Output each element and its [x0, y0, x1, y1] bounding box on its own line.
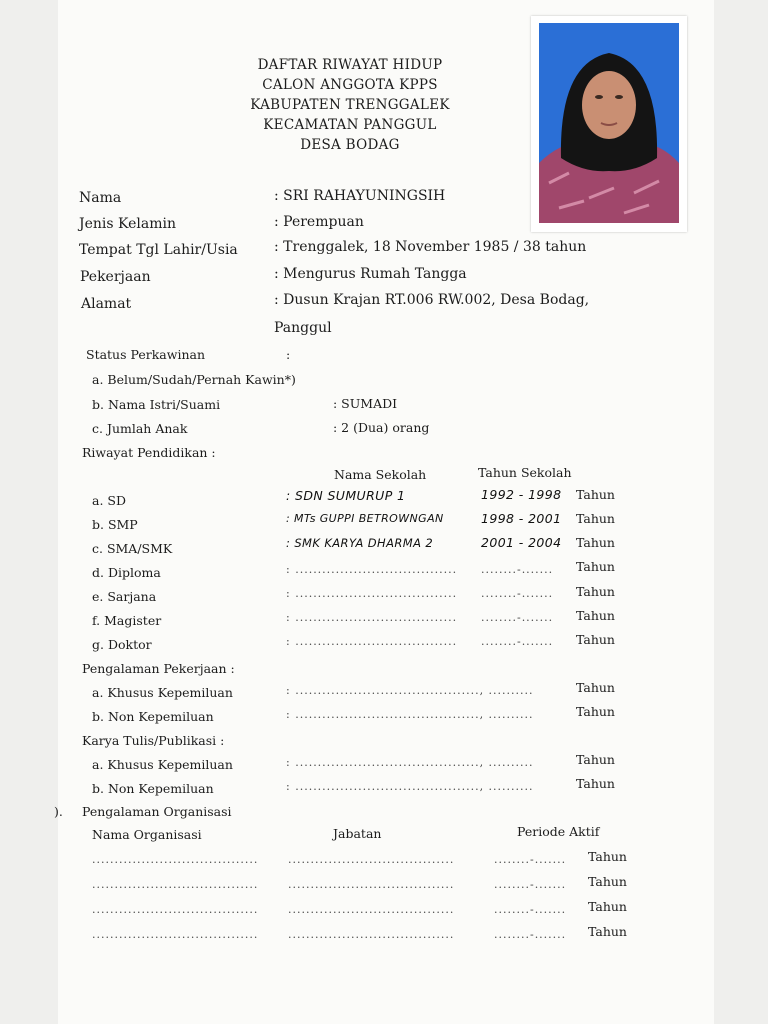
status-b-label: b. Nama Istri/Suami — [92, 397, 221, 412]
edu-years: ........-....... — [481, 611, 554, 624]
edu-years: ........-....... — [481, 587, 554, 600]
edu-years: ........-....... — [481, 635, 554, 648]
col-nama-sekolah: Nama Sekolah — [334, 467, 427, 482]
karya-value: : ........................................., .......... — [286, 780, 534, 793]
edu-label: e. Sarjana — [92, 589, 157, 604]
edu-school: : .................................... — [286, 611, 458, 624]
label-jenis-kelamin: Jenis Kelamin — [79, 216, 176, 232]
work-value: : ........................................., .......... — [286, 684, 534, 697]
organisasi-marker: ). — [54, 804, 63, 819]
label-nama: Nama — [79, 190, 122, 206]
work-label: a. Khusus Kepemiluan — [92, 685, 233, 700]
value-jenis-kelamin: : Perempuan — [274, 214, 364, 230]
edu-school: : MTs GUPPI BETROWNGAN — [286, 512, 444, 525]
work-unit: Tahun — [576, 680, 615, 695]
title-line-2: CALON ANGGOTA KPPS — [262, 77, 438, 93]
karya-unit: Tahun — [576, 752, 615, 767]
profile-photo — [531, 16, 687, 232]
org-name: ..................................... — [92, 853, 259, 866]
label-pekerjaan: Pekerjaan — [80, 269, 151, 285]
edu-school: : .................................... — [286, 563, 458, 576]
org-unit: Tahun — [588, 849, 627, 864]
org-period: ........-....... — [494, 853, 567, 866]
edu-unit: Tahun — [576, 632, 615, 647]
status-b-value: : SUMADI — [333, 396, 398, 411]
status-a: a. Belum/Sudah/Pernah Kawin*) — [92, 372, 296, 387]
org-role: ..................................... — [288, 928, 455, 941]
status-colon: : — [286, 347, 291, 362]
karya-label: b. Non Kepemiluan — [92, 781, 214, 796]
label-organisasi: Pengalaman Organisasi — [82, 804, 232, 819]
edu-school: : .................................... — [286, 587, 458, 600]
edu-label: b. SMP — [92, 517, 138, 532]
org-name: ..................................... — [92, 903, 259, 916]
org-role: ..................................... — [288, 903, 455, 916]
edu-label: c. SMA/SMK — [92, 541, 173, 556]
work-unit: Tahun — [576, 704, 615, 719]
status-c-value: : 2 (Dua) orang — [333, 420, 430, 435]
edu-unit: Tahun — [576, 608, 615, 623]
org-unit: Tahun — [588, 899, 627, 914]
title-line-3: KABUPATEN TRENGGALEK — [250, 97, 450, 113]
label-status: Status Perkawinan — [86, 347, 206, 362]
edu-years: ........-....... — [481, 563, 554, 576]
org-period: ........-....... — [494, 878, 567, 891]
edu-unit: Tahun — [576, 559, 615, 574]
work-label: b. Non Kepemiluan — [92, 709, 214, 724]
value-pekerjaan: : Mengurus Rumah Tangga — [274, 266, 467, 282]
label-pendidikan: Riwayat Pendidikan : — [82, 445, 216, 460]
label-pengalaman: Pengalaman Pekerjaan : — [82, 661, 235, 676]
edu-unit: Tahun — [576, 487, 615, 502]
edu-label: g. Doktor — [92, 637, 152, 652]
org-unit: Tahun — [588, 874, 627, 889]
org-period: ........-....... — [494, 903, 567, 916]
value-alamat: : Dusun Krajan RT.006 RW.002, Desa Bodag, — [274, 292, 590, 308]
edu-school: : SDN SUMURUP 1 — [286, 488, 406, 503]
col-jabatan: Jabatan — [333, 826, 382, 841]
edu-years: 1992 - 1998 — [481, 487, 562, 502]
org-name: ..................................... — [92, 928, 259, 941]
title-line-1: DAFTAR RIWAYAT HIDUP — [257, 57, 443, 73]
work-value: : ........................................., .......... — [286, 708, 534, 721]
edu-label: a. SD — [92, 493, 126, 508]
label-alamat: Alamat — [81, 296, 132, 312]
karya-value: : ........................................., .......... — [286, 756, 534, 769]
edu-school: : SMK KARYA DHARMA 2 — [286, 536, 434, 550]
edu-label: f. Magister — [92, 613, 162, 628]
value-ttl: : Trenggalek, 18 November 1985 / 38 tahun — [274, 239, 587, 255]
edu-years: 2001 - 2004 — [481, 535, 562, 550]
edu-unit: Tahun — [576, 511, 615, 526]
value-alamat-cont: Panggul — [274, 320, 332, 336]
edu-label: d. Diploma — [92, 565, 161, 580]
org-role: ..................................... — [288, 878, 455, 891]
org-unit: Tahun — [588, 924, 627, 939]
karya-unit: Tahun — [576, 776, 615, 791]
col-periode: Periode Aktif — [517, 824, 600, 839]
status-c-label: c. Jumlah Anak — [92, 421, 188, 436]
value-nama: : SRI RAHAYUNINGSIH — [274, 188, 446, 204]
org-period: ........-....... — [494, 928, 567, 941]
org-name: ..................................... — [92, 878, 259, 891]
edu-school: : .................................... — [286, 635, 458, 648]
edu-years: 1998 - 2001 — [481, 511, 562, 526]
edu-unit: Tahun — [576, 535, 615, 550]
karya-label: a. Khusus Kepemiluan — [92, 757, 233, 772]
label-ttl: Tempat Tgl Lahir/Usia — [79, 242, 238, 258]
org-role: ..................................... — [288, 853, 455, 866]
col-nama-organisasi: Nama Organisasi — [92, 827, 202, 842]
edu-unit: Tahun — [576, 584, 615, 599]
title-line-5: DESA BODAG — [300, 137, 400, 153]
label-karya: Karya Tulis/Publikasi : — [82, 733, 225, 748]
title-line-4: KECAMATAN PANGGUL — [263, 117, 437, 133]
col-tahun-sekolah: Tahun Sekolah — [478, 465, 572, 480]
